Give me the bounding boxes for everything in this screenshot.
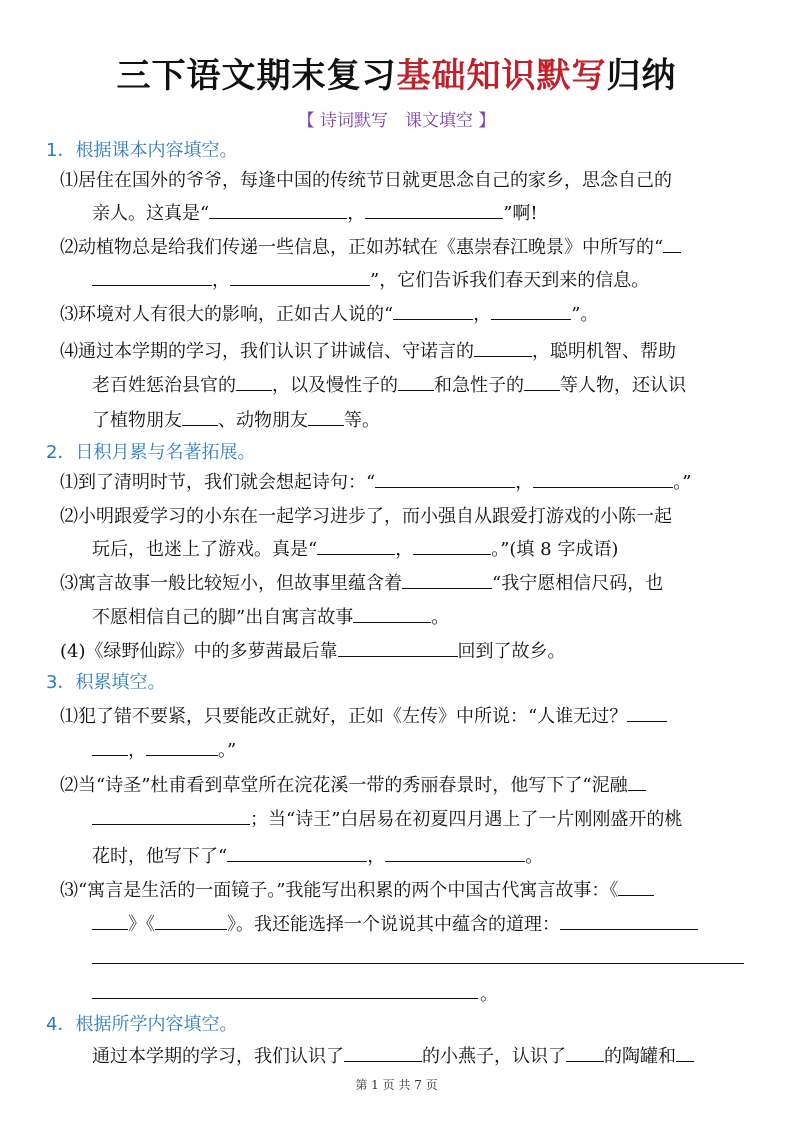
blank[interactable]	[533, 469, 673, 488]
q3-text: ⑴犯了错不要紧，只要能改正就好，正如《左传》中所说：“人谁无过？	[60, 706, 628, 727]
blank[interactable]	[209, 200, 347, 219]
q1-text: 亲人。这真是“	[92, 203, 210, 224]
q3-line-9: 。	[480, 984, 498, 1005]
q1-line-4	[92, 266, 649, 292]
q1-text: ”，它们告诉我们春天到来的信息。	[370, 270, 650, 291]
q1-line-7	[92, 371, 686, 397]
q3-text: ；当“诗王”白居易在初夏四月遇上了一片刚刚盛开的桃	[250, 809, 683, 830]
q2-text: ⑶寓言故事一般比较短小，但故事里蕴含着	[60, 573, 402, 594]
q4-line-1	[92, 1042, 694, 1068]
title-part-2: 基础知识默写	[396, 56, 607, 96]
q2-text: ，	[395, 539, 414, 560]
blank[interactable]	[92, 806, 250, 825]
blank[interactable]	[560, 911, 698, 930]
q3-text: ，	[367, 846, 386, 867]
q1-text: 等。	[344, 410, 380, 431]
q2-line-4	[60, 569, 663, 595]
q3-line-2	[92, 736, 236, 762]
q2-text: “我宁愿相信尺码，也	[492, 573, 664, 594]
q3-text: ⑶“寓言是生活的一面镜子。”我能写出积累的两个中国古代寓言故事：《	[60, 880, 619, 901]
q3-text: 》。我还能选择一个说说其中蕴含的道理：	[227, 914, 560, 935]
q3-text: 。	[525, 846, 544, 867]
q1-text: 等人物，还认识	[560, 375, 686, 396]
q1-line-1	[60, 166, 672, 192]
q2-line-2	[60, 502, 672, 528]
blank[interactable]	[628, 772, 646, 791]
blank[interactable]	[398, 372, 434, 391]
title-part-3: 归纳	[606, 56, 677, 96]
blank[interactable]	[365, 200, 503, 219]
q1-text: ，	[212, 270, 230, 291]
q1-line-2	[92, 199, 538, 225]
blank[interactable]	[402, 570, 492, 589]
q3-text: ⑵当“诗圣”杜甫看到草堂所在浣花溪一带的秀丽春景时，他写下了“泥融	[60, 775, 628, 796]
blank[interactable]	[236, 372, 272, 391]
title-part-1: 三下语文期末复习	[116, 56, 397, 96]
q1-text: ⑷通过本学期的学习，我们认识了讲诚信、守诺言的	[60, 341, 474, 362]
blank[interactable]	[230, 267, 370, 286]
blank[interactable]	[308, 407, 344, 426]
q2-text: ⑵小明跟爱学习的小东在一起学习进步了，而小强自从跟爱打游戏的小陈一起	[60, 506, 672, 527]
section-2-heading: 2．日积月累与名著拓展。	[46, 442, 256, 463]
q4-text: 的小燕子，认识了	[422, 1046, 566, 1067]
page-footer: 第 1 页 共 7 页	[355, 1078, 438, 1092]
page-title	[0, 48, 793, 97]
blank[interactable]	[353, 604, 431, 623]
blank[interactable]	[385, 843, 525, 862]
blank[interactable]	[524, 372, 560, 391]
blank[interactable]	[375, 469, 515, 488]
blank[interactable]	[92, 737, 128, 756]
subtitle: 【 诗词默写 课文填空 】	[297, 111, 496, 131]
answer-line[interactable]	[92, 997, 478, 999]
section-4-heading: 4．根据所学内容填空。	[46, 1014, 238, 1035]
q2-line-5	[92, 603, 449, 629]
blank[interactable]	[393, 301, 473, 320]
blank[interactable]	[474, 338, 532, 357]
blank[interactable]	[182, 407, 218, 426]
q1-text: ，	[473, 304, 492, 325]
q1-line-6	[60, 337, 676, 363]
q1-text: ，聪明机智、帮助	[532, 341, 676, 362]
q2-text: 不愿相信自己的脚”出自寓言故事	[92, 607, 354, 628]
q2-text: 玩后，也迷上了游戏。真是“	[92, 539, 318, 560]
blank[interactable]	[146, 737, 218, 756]
q1-line-8	[92, 406, 380, 432]
q1-line-3	[60, 233, 681, 259]
q1-line-5	[60, 300, 598, 326]
q2-text: ⑴到了清明时节，我们就会想起诗句：“	[60, 472, 376, 493]
blank[interactable]	[338, 638, 458, 657]
answer-line[interactable]	[92, 962, 744, 964]
q2-text: 。	[431, 607, 450, 628]
q3-line-1	[60, 702, 667, 728]
q2-text: 。”	[673, 472, 692, 493]
blank[interactable]	[413, 536, 491, 555]
blank[interactable]	[92, 267, 212, 286]
q2-line-1	[60, 468, 691, 494]
blank[interactable]	[92, 911, 128, 930]
blank[interactable]	[566, 1043, 604, 1062]
q1-text: ⑶环境对人有很大的影响，正如古人说的“	[60, 304, 394, 325]
q4-text: 通过本学期的学习，我们认识了	[92, 1046, 344, 1067]
q3-line-6	[60, 876, 654, 902]
blank[interactable]	[676, 1043, 694, 1062]
q3-text: 》《	[128, 914, 155, 935]
blank[interactable]	[618, 877, 654, 896]
q3-line-5	[92, 842, 543, 868]
blank[interactable]	[627, 703, 667, 722]
q1-text: ”。	[571, 304, 599, 325]
blank[interactable]	[317, 536, 395, 555]
q1-text: 了植物朋友	[92, 410, 182, 431]
blank[interactable]	[155, 911, 227, 930]
blank[interactable]	[227, 843, 367, 862]
q2-line-6	[60, 637, 566, 663]
q3-text: ，	[128, 740, 146, 761]
blank[interactable]	[344, 1043, 422, 1062]
q3-text: 。”	[218, 740, 237, 761]
q2-line-3	[92, 535, 618, 561]
q3-line-4	[92, 805, 682, 831]
q1-text: ”啊!	[503, 203, 538, 224]
q1-text: ⑴居住在国外的爷爷，每逢中国的传统节日就更思念自己的家乡，思念自己的	[60, 170, 672, 191]
section-1-heading: 1．根据课本内容填空。	[46, 140, 238, 161]
section-3-heading: 3．积累填空。	[46, 672, 166, 693]
q2-text: (4)《绿野仙踪》中的多萝茜最后靠	[60, 641, 338, 662]
q1-text: ，	[347, 203, 366, 224]
q1-text: ，以及慢性子的	[272, 375, 398, 396]
q1-text: 和急性子的	[434, 375, 524, 396]
q3-line-7	[92, 910, 698, 936]
blank[interactable]	[491, 301, 571, 320]
q1-text: 老百姓惩治县官的	[92, 375, 236, 396]
blank[interactable]	[663, 234, 681, 253]
q1-text: ⑵动植物总是给我们传递一些信息，正如苏轼在《惠崇春江晚景》中所写的“	[60, 237, 664, 258]
q3-line-3	[60, 771, 646, 797]
q1-text: 、动物朋友	[218, 410, 308, 431]
q2-text: 。”(填 8 字成语)	[491, 539, 619, 560]
q2-text: ，	[515, 472, 534, 493]
q3-text: 花时，他写下了“	[92, 846, 228, 867]
q2-text: 回到了故乡。	[457, 641, 566, 662]
q4-text: 的陶罐和	[604, 1046, 676, 1067]
